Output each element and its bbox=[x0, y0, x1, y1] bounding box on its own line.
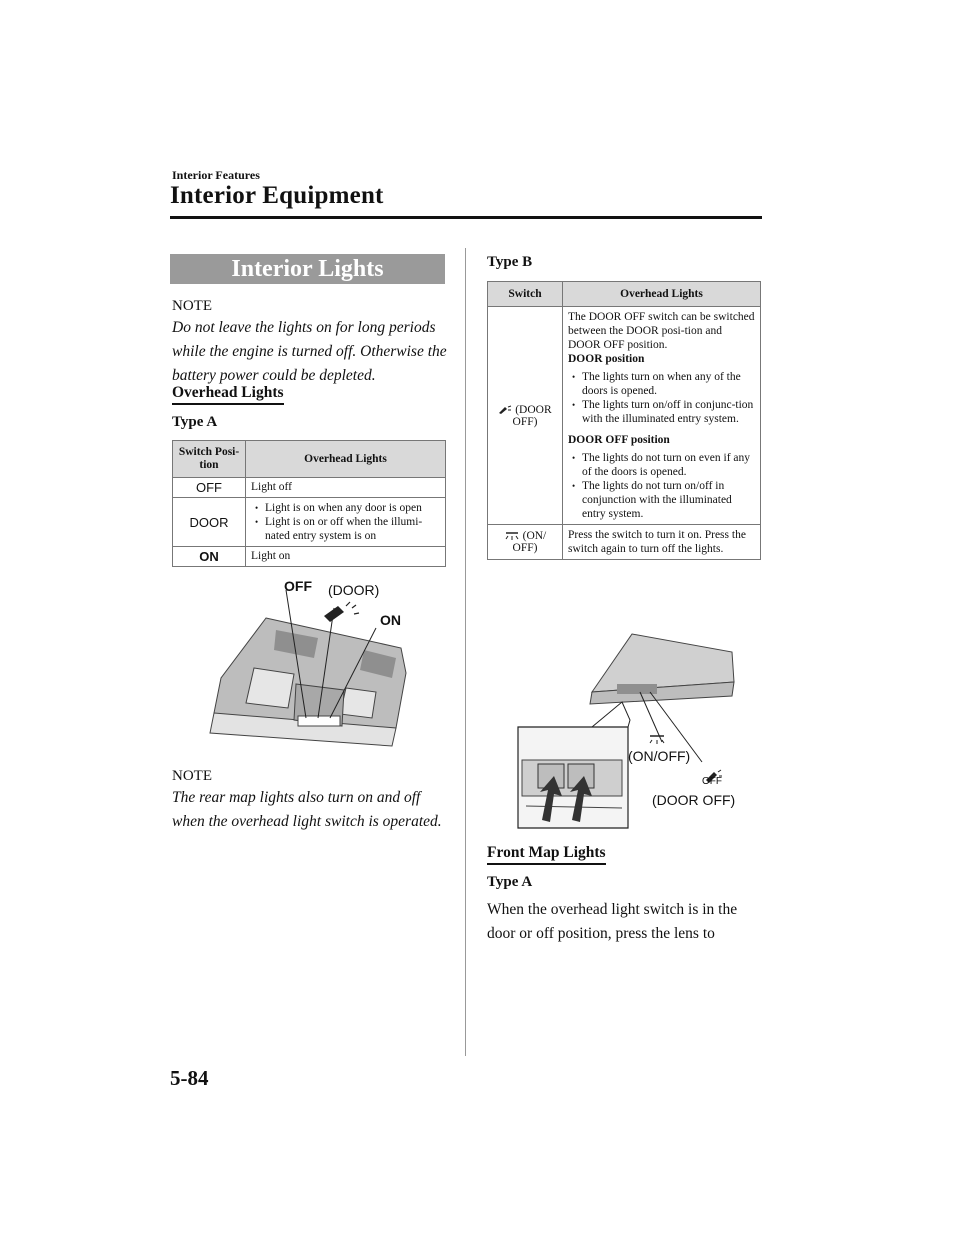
table-header-lights: Overhead Lights bbox=[563, 282, 761, 307]
row-desc: Light off bbox=[246, 478, 446, 498]
type-a-label: Type A bbox=[172, 414, 218, 430]
door-off-bullets bbox=[568, 451, 755, 521]
table-header-position: Switch Posi-tion bbox=[173, 441, 246, 478]
switch-door-off: (DOOR OFF) bbox=[488, 307, 563, 525]
door-off-position-label: DOOR OFF position bbox=[568, 434, 670, 446]
position-off: OFF bbox=[173, 478, 246, 498]
interior-lights-banner: Interior Lights bbox=[170, 254, 445, 284]
overhead-lights-heading: Overhead Lights bbox=[172, 384, 284, 405]
list-item: • Light is on or off when the illumi-nated entry system is on bbox=[265, 515, 440, 543]
column-divider bbox=[465, 248, 466, 1056]
map-light-icon bbox=[650, 736, 664, 744]
overhead-table-a bbox=[172, 440, 446, 567]
door-bullets bbox=[568, 370, 755, 426]
note-text: The rear map lights also turn on and off when the overhead light switch is operated. bbox=[172, 789, 442, 830]
section-label: Interior Features bbox=[172, 168, 260, 182]
console-drawing bbox=[206, 578, 416, 756]
list-item: • The lights turn on when any of the doors is opened. bbox=[582, 370, 755, 398]
fig-b-onoff-label: (ON/OFF) bbox=[628, 748, 691, 764]
switch-on-off: (ON/ OFF) bbox=[488, 525, 563, 560]
body-text: When the overhead light switch is in the door or off position, press the lens to bbox=[487, 901, 738, 942]
type-b-label: Type B bbox=[487, 254, 533, 270]
fig-b-off-label: OFF bbox=[702, 776, 722, 787]
table-row bbox=[173, 478, 446, 498]
table-row: (DOOR OFF) The DOOR OFF switch can be switched between the DOOR posi-tion and DOOR OFF position. DOOR position • The lights turn on when any of the doors is opened. • The lights turn on/off in conjunc-tion with the illuminated entry system. DOOR OFF position • The lights do not turn on even if any of the doors is opened. • The lights do not turn on/off in conjunction with the illuminated entry system. bbox=[488, 307, 761, 525]
fig-a-door-label: (DOOR) bbox=[328, 582, 380, 598]
type-a-label: Type A bbox=[487, 874, 533, 890]
table-row bbox=[173, 498, 446, 547]
front-map-lights-heading: Front Map Lights bbox=[487, 844, 606, 865]
table-row bbox=[488, 525, 761, 560]
door-light-icon bbox=[324, 602, 359, 622]
note-label: NOTE bbox=[172, 768, 212, 784]
table-row bbox=[173, 547, 446, 567]
door-position-label: DOOR position bbox=[568, 353, 645, 365]
header-rule bbox=[170, 216, 762, 219]
position-on: ON bbox=[173, 547, 246, 567]
overhead-table-b bbox=[487, 281, 761, 560]
table-header-lights: Overhead Lights bbox=[246, 441, 446, 478]
list-item: • The lights do not turn on even if any of the doors is opened. bbox=[582, 451, 755, 479]
fig-b-dooroff-label: (DOOR OFF) bbox=[652, 792, 736, 808]
table-header-switch: Switch bbox=[488, 282, 563, 307]
list-item: • Light is on when any door is open bbox=[265, 501, 440, 515]
page-title: Interior Equipment bbox=[170, 182, 384, 209]
note-label: NOTE bbox=[172, 298, 212, 314]
overhead-console-figure-b bbox=[512, 632, 752, 830]
fig-a-off-label: OFF bbox=[284, 578, 312, 594]
list-item: • The lights turn on/off in conjunc-tion with the illuminated entry system. bbox=[582, 398, 755, 426]
note-text: Do not leave the lights on for long periods while the engine is turned off. Otherwise the battery power could be depleted. bbox=[172, 319, 447, 384]
door-light-icon bbox=[498, 405, 512, 415]
door-bullets bbox=[251, 501, 440, 543]
row-desc: Light on bbox=[246, 547, 446, 567]
page-number: 5-84 bbox=[170, 1066, 209, 1090]
overhead-console-figure-a bbox=[206, 578, 416, 756]
row-desc: Press the switch to turn it on. Press the switch again to turn off the lights. bbox=[563, 525, 761, 560]
map-light-icon bbox=[504, 531, 520, 541]
list-item: • The lights do not turn on/off in conjunction with the illuminated entry system. bbox=[582, 479, 755, 521]
position-door: DOOR bbox=[173, 498, 246, 547]
fig-a-on-label: ON bbox=[380, 612, 401, 628]
